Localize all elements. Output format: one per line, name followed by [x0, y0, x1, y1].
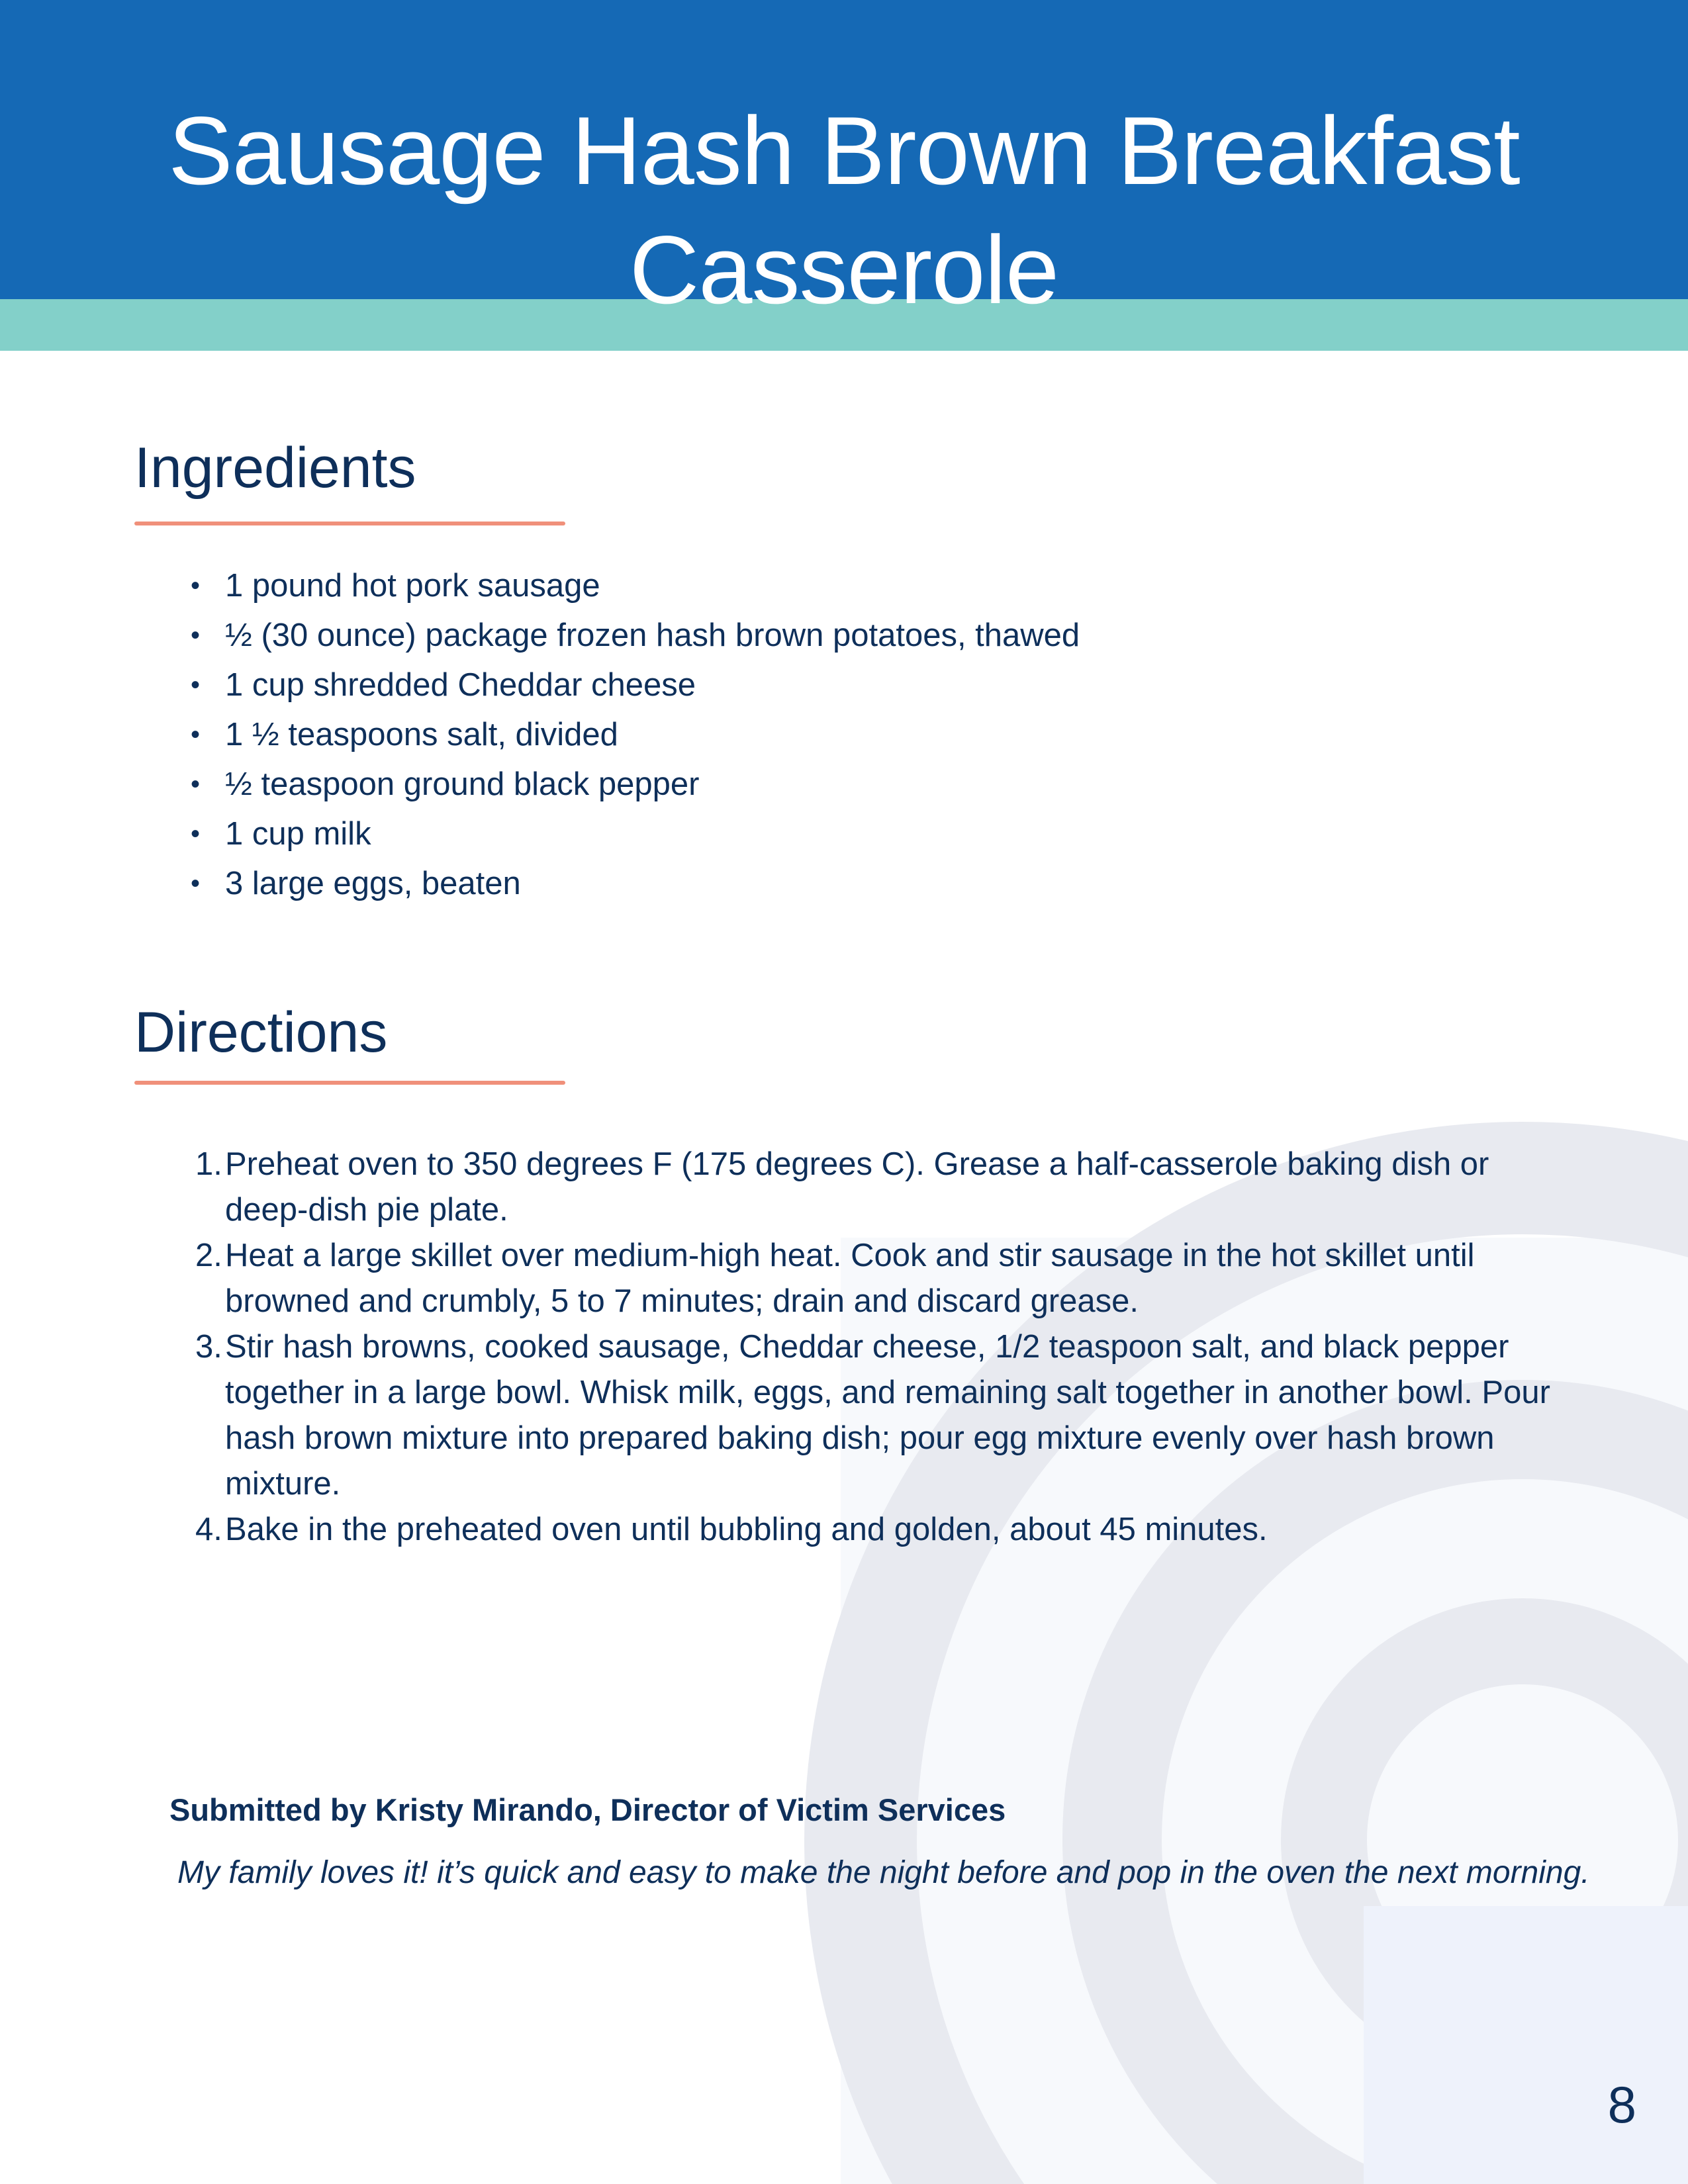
- bullet-icon: •: [191, 869, 201, 898]
- ingredient-item: • 1 cup milk: [225, 809, 1080, 859]
- bullet-icon: •: [191, 819, 201, 848]
- step-number: 2.: [195, 1238, 222, 1273]
- submitted-by-byline: Submitted by Kristy Mirando, Director of Victim Services: [169, 1792, 1006, 1827]
- ingredients-list: [191, 561, 1080, 909]
- directions-underline: [134, 1081, 565, 1085]
- direction-step: [195, 1324, 1562, 1507]
- recipe-title: Sausage Hash Brown Breakfast Casserole: [168, 97, 1520, 324]
- bullet-icon: •: [191, 720, 201, 749]
- ingredient-item: • 1 pound hot pork sausage: [225, 561, 1080, 611]
- directions-heading: Directions: [134, 1001, 388, 1064]
- step-text: Bake in the preheated oven until bubbling and golden, about 45 minutes.: [225, 1512, 1268, 1547]
- step-text: Heat a large skillet over medium-high heat. Cook and stir sausage in the hot skillet until browned and crumbly, 5 to 7 minutes; drain and discard grease.: [225, 1238, 1475, 1319]
- step-number: 3.: [195, 1329, 222, 1365]
- submitter-quote: My family loves it! it’s quick and easy to make the night before and pop in the oven the next morning.: [177, 1855, 1590, 1890]
- step-text: Preheat oven to 350 degrees F (175 degrees C). Grease a half-casserole baking dish or deep-dish pie plate.: [225, 1146, 1489, 1228]
- ingredient-item: • ½ (30 ounce) package frozen hash brown potatoes, thawed: [225, 611, 1080, 660]
- bullet-icon: •: [191, 770, 201, 799]
- bullet-icon: •: [191, 571, 201, 600]
- direction-step: [195, 1507, 1562, 1553]
- step-text: Stir hash browns, cooked sausage, Cheddar cheese, 1/2 teaspoon salt, and black pepper together in a large bowl. Whisk milk, eggs, and remaining salt together in another bowl. Pour hash brown mixture into prepared baking dish; pour egg mixture evenly over hash brown mixture.: [225, 1329, 1550, 1502]
- bullet-icon: •: [191, 670, 201, 700]
- ingredients-underline: [134, 522, 565, 525]
- ingredient-item: • 1 cup shredded Cheddar cheese: [225, 660, 1080, 710]
- directions-list: [195, 1142, 1562, 1553]
- ingredients-heading: Ingredients: [134, 436, 416, 500]
- step-number: 4.: [195, 1512, 222, 1547]
- ingredient-item: • 1 ½ teaspoons salt, divided: [225, 710, 1080, 760]
- direction-step: [195, 1233, 1562, 1324]
- ingredient-item: • 3 large eggs, beaten: [225, 859, 1080, 909]
- step-number: 1.: [195, 1146, 222, 1182]
- direction-step: [195, 1142, 1562, 1233]
- page-number: 8: [1607, 2075, 1636, 2134]
- ingredient-item: • ½ teaspoon ground black pepper: [225, 760, 1080, 809]
- bullet-icon: •: [191, 621, 201, 650]
